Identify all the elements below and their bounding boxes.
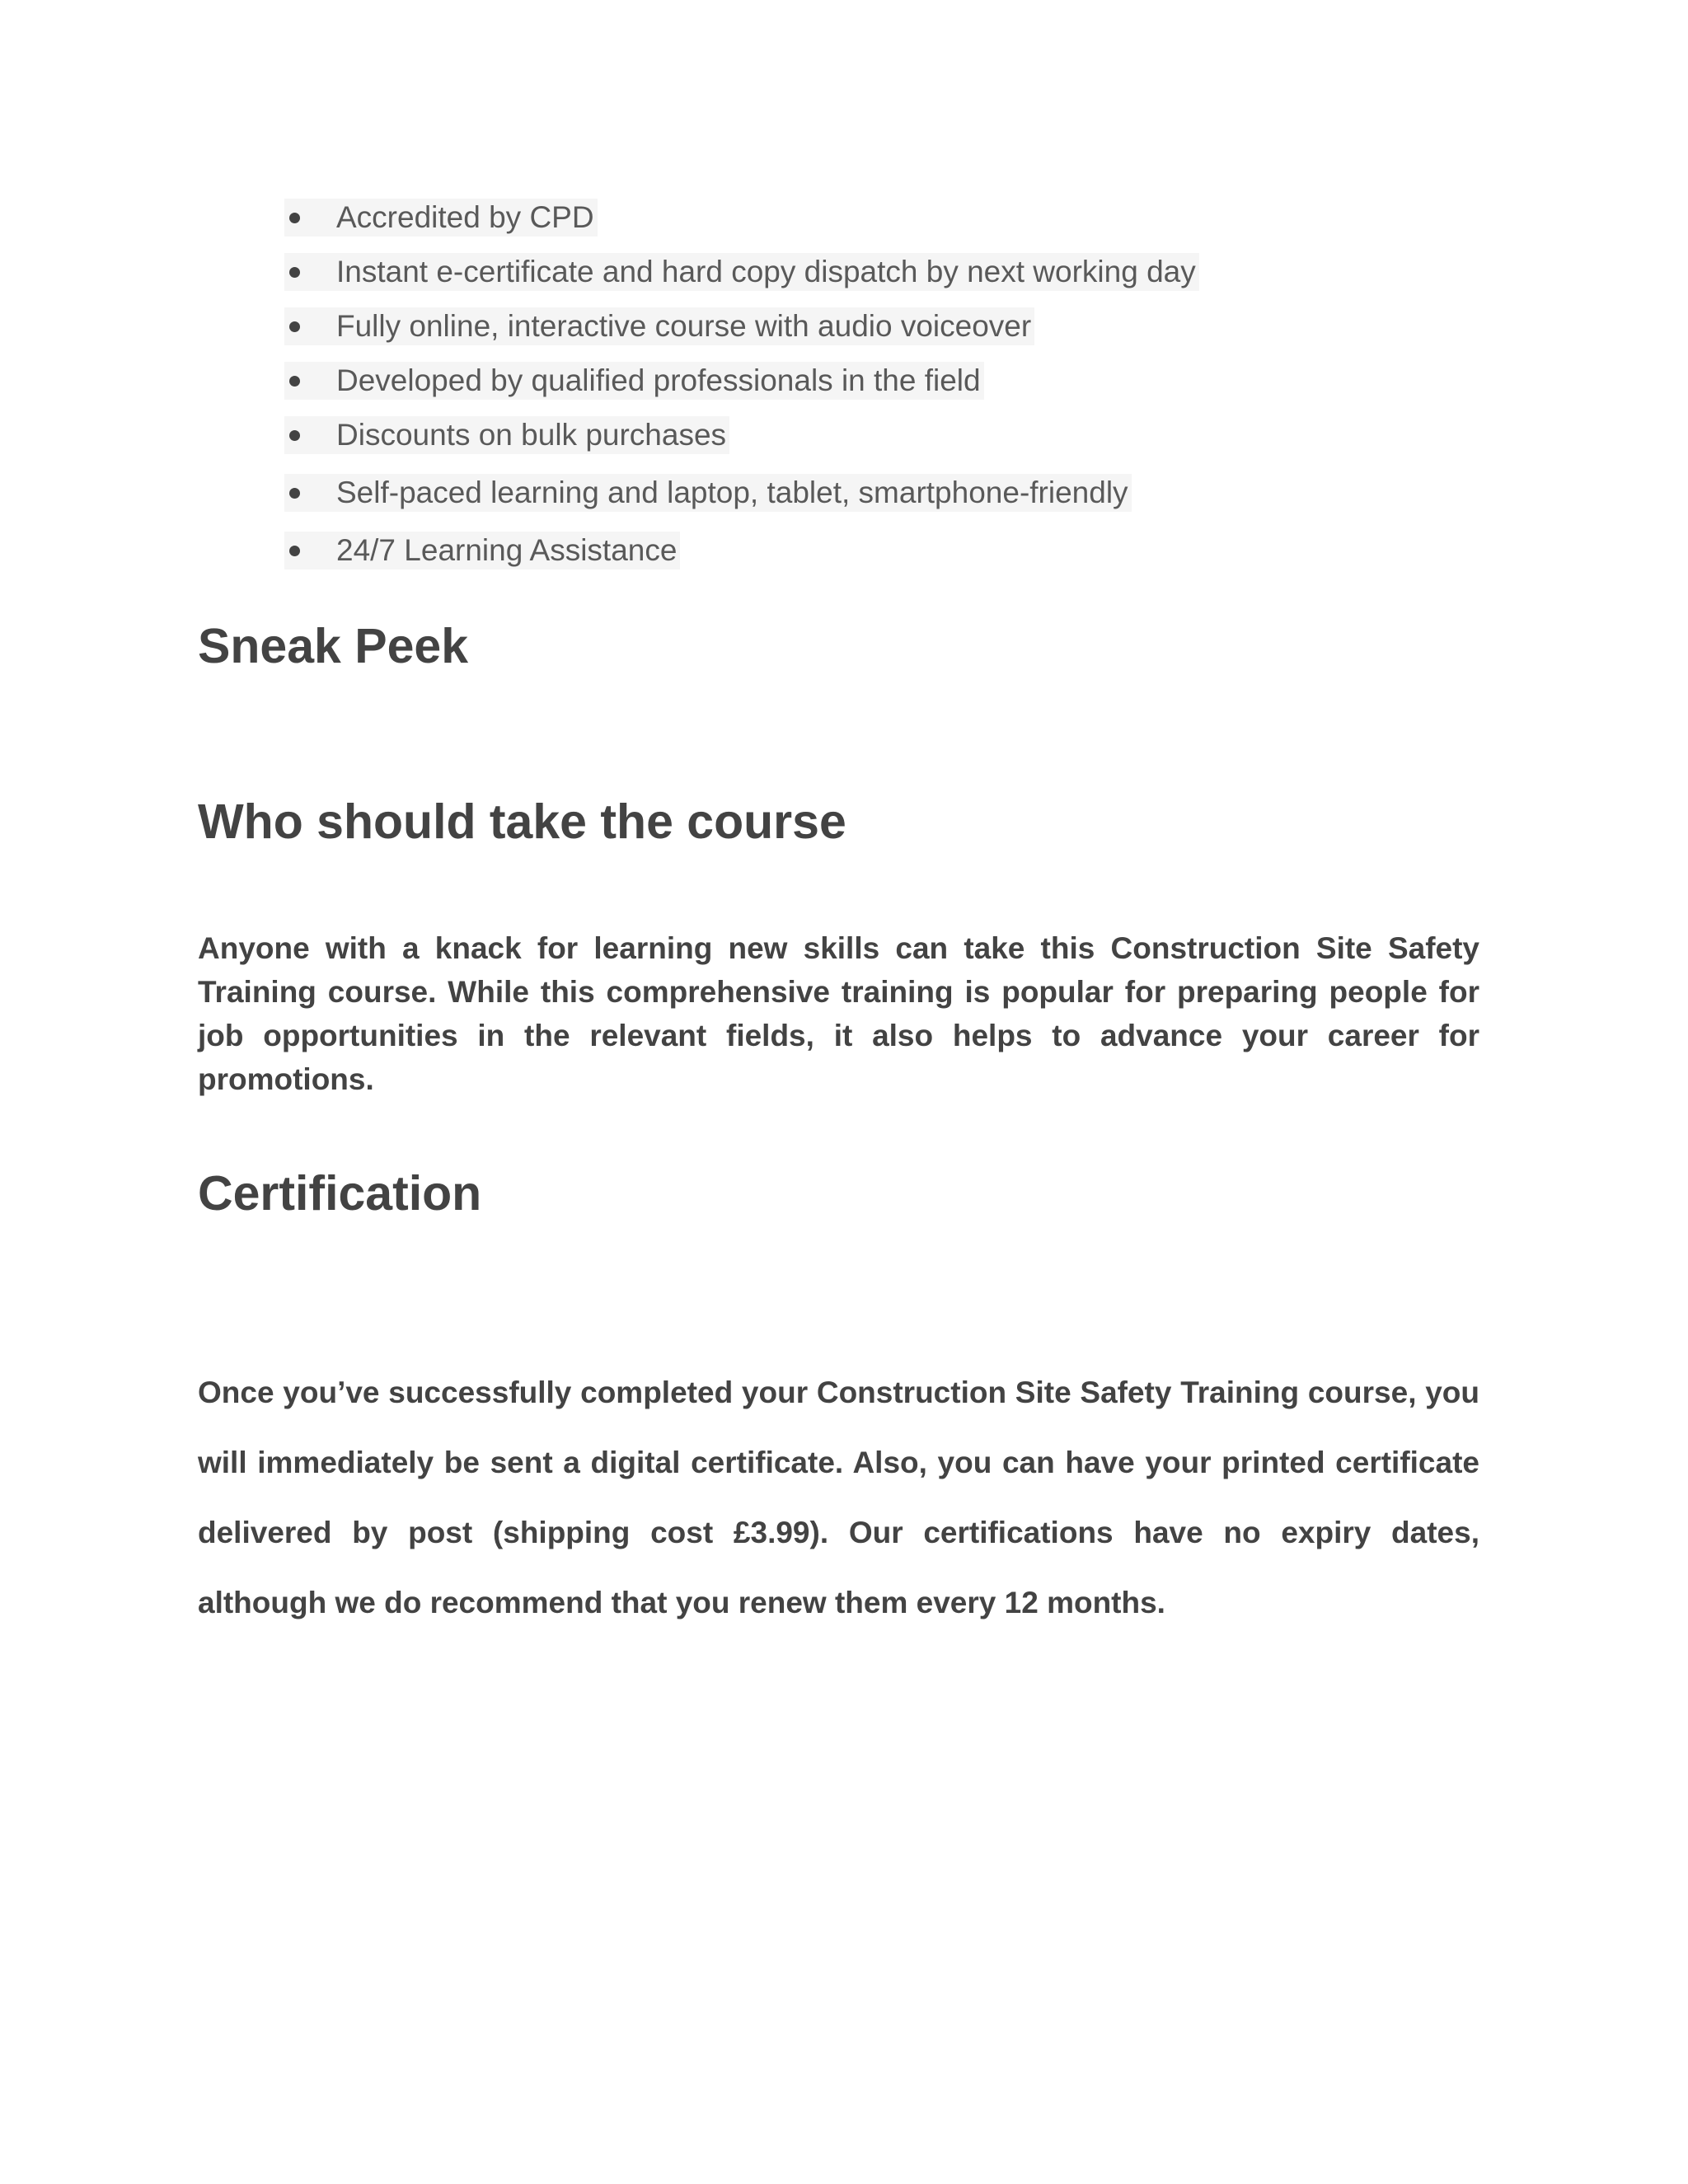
list-item	[284, 249, 1199, 295]
bullet-icon	[289, 546, 300, 556]
certification-heading: Certification	[198, 1166, 482, 1221]
list-item-label: Fully online, interactive course with audio voiceover	[336, 309, 1032, 343]
list-item-label: Self-paced learning and laptop, tablet, smartphone-friendly	[336, 476, 1128, 509]
bullet-icon	[289, 321, 300, 332]
list-item-label: Instant e-certificate and hard copy dispatch by next working day	[336, 255, 1196, 288]
list-item	[284, 358, 1199, 404]
bullet-icon	[289, 267, 300, 278]
list-item-highlight	[284, 199, 598, 237]
list-item-label: Accredited by CPD	[336, 200, 594, 234]
who-should-take-heading: Who should take the course	[198, 794, 846, 849]
list-item-label: Developed by qualified professionals in the field	[336, 363, 981, 397]
bullet-icon	[289, 488, 300, 499]
list-item	[284, 470, 1199, 516]
bullet-icon	[289, 213, 300, 223]
sneak-peek-heading: Sneak Peek	[198, 619, 469, 673]
who-should-take-paragraph: Anyone with a knack for learning new skills can take this Construction Site Safety Training course. While this comprehensive training is popular for preparing people for job opportunities in the relevant fields, it also helps to advance your career for promotions.	[198, 931, 1479, 1096]
list-item-highlight	[284, 253, 1199, 291]
list-item-highlight	[284, 362, 984, 400]
list-item-highlight	[284, 307, 1034, 345]
certification-paragraph: Once you’ve successfully completed your Construction Site Safety Training course, you will immediately be sent a digital certificate. Also, you can have your printed certificate delivered by post (shipping cost £3.99). Our certifications have no expiry dates, although we do recommend that you renew them every 12 months.	[198, 1376, 1479, 1619]
feature-list	[284, 194, 1199, 582]
list-item-label: 24/7 Learning Assistance	[336, 533, 678, 567]
list-item-label: Discounts on bulk purchases	[336, 418, 727, 452]
list-item	[284, 303, 1199, 349]
list-item-highlight	[284, 416, 729, 454]
list-item-highlight	[284, 532, 680, 569]
list-item	[284, 194, 1199, 241]
bullet-icon	[289, 430, 300, 441]
list-item	[284, 527, 1199, 574]
list-item-highlight	[284, 474, 1132, 512]
bullet-icon	[289, 376, 300, 387]
list-item	[284, 412, 1199, 458]
